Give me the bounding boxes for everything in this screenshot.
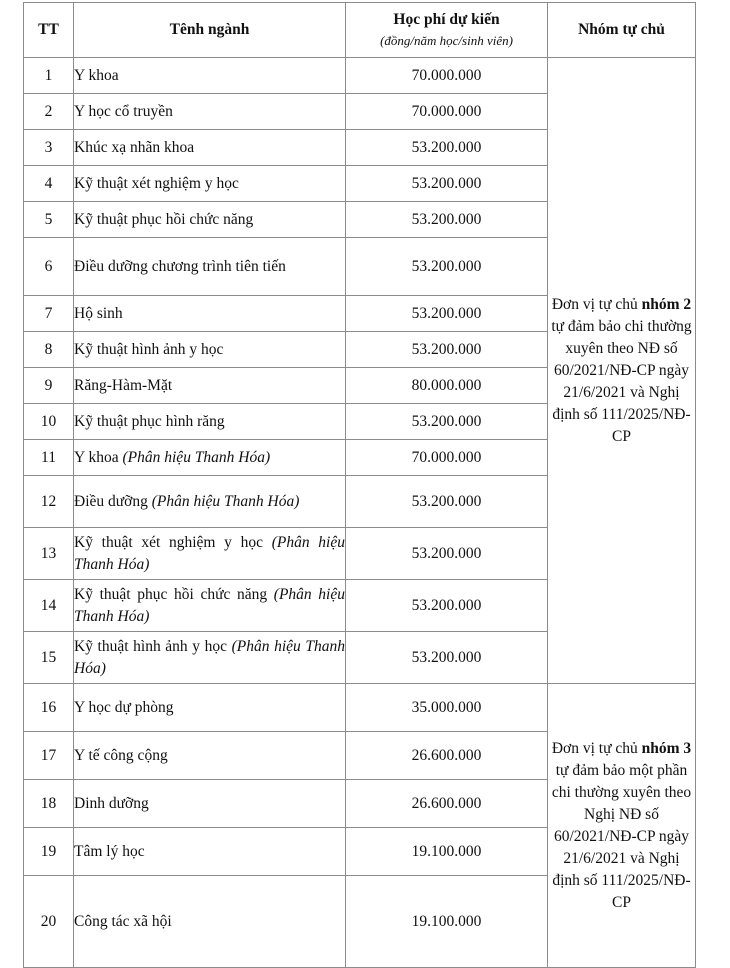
- cell-tt: 18: [24, 780, 74, 828]
- cell-major-name: [74, 876, 346, 968]
- cell-tt: 7: [24, 296, 74, 332]
- major-name-text: Y tế công cộng: [74, 746, 168, 764]
- column-header-fee-unit: (đồng/năm học/sinh viên): [380, 33, 513, 48]
- major-name-text: Hộ sinh: [74, 304, 123, 322]
- cell-tuition-fee: 26.600.000: [346, 732, 548, 780]
- cell-tuition-fee: 53.200.000: [346, 476, 548, 528]
- cell-major-name: [74, 58, 346, 94]
- cell-tuition-fee: 19.100.000: [346, 876, 548, 968]
- major-name-text: Kỹ thuật xét nghiệm y học: [74, 533, 272, 551]
- cell-autonomy-group-group-2: [548, 58, 696, 684]
- cell-tt: 10: [24, 404, 74, 440]
- cell-major-name: [74, 332, 346, 368]
- cell-major-name: [74, 632, 346, 684]
- cell-tt: 1: [24, 58, 74, 94]
- major-name-text: Y khoa: [74, 448, 123, 466]
- cell-major-name: [74, 166, 346, 202]
- column-header-fee: [346, 3, 548, 58]
- column-header-name-label: Tênh ngành: [169, 20, 250, 38]
- cell-major-name: [74, 476, 346, 528]
- cell-major-name: [74, 404, 346, 440]
- cell-tt: 4: [24, 166, 74, 202]
- table-header-row: [24, 3, 696, 58]
- cell-major-name: [74, 440, 346, 476]
- cell-tt: 5: [24, 202, 74, 238]
- cell-major-name: [74, 368, 346, 404]
- major-name-campus-note: (Phân hiệu Thanh Hóa): [74, 533, 345, 573]
- cell-tuition-fee: 53.200.000: [346, 580, 548, 632]
- cell-major-name: [74, 94, 346, 130]
- cell-tt: 17: [24, 732, 74, 780]
- cell-major-name: [74, 238, 346, 296]
- table-body: [24, 58, 696, 968]
- cell-major-name: [74, 528, 346, 580]
- column-header-tt: [24, 3, 74, 58]
- major-name-text: Kỹ thuật phục hồi chức năng: [74, 210, 254, 228]
- column-header-name: [74, 3, 346, 58]
- autonomy-group-text: [548, 294, 695, 448]
- autonomy-group-text: [548, 738, 695, 914]
- cell-tuition-fee: 19.100.000: [346, 828, 548, 876]
- cell-major-name: [74, 732, 346, 780]
- cell-major-name: [74, 296, 346, 332]
- autonomy-group-name: nhóm 3: [641, 739, 692, 757]
- cell-tt: 15: [24, 632, 74, 684]
- column-header-tt-label: TT: [38, 20, 59, 38]
- major-name-text: Dinh dưỡng: [74, 794, 149, 812]
- cell-tuition-fee: 53.200.000: [346, 632, 548, 684]
- autonomy-group-name: nhóm 2: [641, 295, 692, 313]
- major-name-text: Kỹ thuật phục hình răng: [74, 412, 225, 430]
- cell-tt: 19: [24, 828, 74, 876]
- cell-tuition-fee: 53.200.000: [346, 404, 548, 440]
- cell-tuition-fee: 80.000.000: [346, 368, 548, 404]
- cell-tuition-fee: 53.200.000: [346, 528, 548, 580]
- column-header-group-label: Nhóm tự chủ: [578, 20, 665, 38]
- cell-tt: 13: [24, 528, 74, 580]
- major-name-text: Kỹ thuật xét nghiệm y học: [74, 174, 239, 192]
- major-name-text: Kỹ thuật hình ảnh y học: [74, 340, 224, 358]
- cell-tt: 14: [24, 580, 74, 632]
- major-name-text: Công tác xã hội: [74, 912, 172, 930]
- cell-tuition-fee: 53.200.000: [346, 296, 548, 332]
- table-row: [24, 684, 696, 732]
- major-name-text: Kỹ thuật hình ảnh y học: [74, 637, 232, 655]
- major-name-text: Y học cổ truyền: [74, 102, 173, 120]
- cell-tuition-fee: 53.200.000: [346, 166, 548, 202]
- cell-tuition-fee: 53.200.000: [346, 130, 548, 166]
- cell-major-name: [74, 684, 346, 732]
- cell-tt: 2: [24, 94, 74, 130]
- cell-tt: 9: [24, 368, 74, 404]
- major-name-text: Điều dưỡng: [74, 492, 152, 510]
- cell-tuition-fee: 70.000.000: [346, 58, 548, 94]
- cell-tt: 12: [24, 476, 74, 528]
- major-name-campus-note: (Phân hiệu Thanh Hóa): [74, 585, 345, 625]
- table-header: [24, 3, 696, 58]
- tuition-fee-table: [23, 2, 696, 968]
- cell-major-name: [74, 828, 346, 876]
- autonomy-prefix: Đơn vị tự chủ: [551, 739, 642, 757]
- cell-major-name: [74, 580, 346, 632]
- table-row: [24, 58, 696, 94]
- cell-tuition-fee: 35.000.000: [346, 684, 548, 732]
- major-name-text: Điều dưỡng chương trình tiên tiến: [74, 257, 286, 275]
- cell-tt: 11: [24, 440, 74, 476]
- cell-tuition-fee: 53.200.000: [346, 238, 548, 296]
- cell-tuition-fee: 70.000.000: [346, 94, 548, 130]
- cell-tt: 3: [24, 130, 74, 166]
- autonomy-suffix: tự đảm bảo chi thường xuyên theo NĐ số 60/2021/NĐ-CP ngày 21/6/2021 và Nghị định số 111/2025/NĐ-CP: [551, 317, 692, 445]
- cell-major-name: [74, 202, 346, 238]
- cell-tt: 16: [24, 684, 74, 732]
- major-name-text: Kỹ thuật phục hồi chức năng: [74, 585, 274, 603]
- major-name-text: Y học dự phòng: [74, 698, 174, 716]
- cell-tuition-fee: 53.200.000: [346, 202, 548, 238]
- cell-major-name: [74, 780, 346, 828]
- tuition-table-container: [23, 2, 695, 968]
- column-header-fee-label: Học phí dự kiến: [393, 11, 500, 28]
- major-name-campus-note: (Phân hiệu Thanh Hóa): [74, 637, 345, 677]
- autonomy-prefix: Đơn vị tự chủ: [551, 295, 642, 313]
- autonomy-suffix: tự đảm bảo một phần chi thường xuyên theo Nghị NĐ số 60/2021/NĐ-CP ngày 21/6/2021 và Nghị định số 111/2025/NĐ-CP: [551, 761, 692, 911]
- major-name-campus-note: (Phân hiệu Thanh Hóa): [151, 492, 300, 510]
- major-name-text: Tâm lý học: [74, 842, 145, 860]
- column-header-group: [548, 3, 696, 58]
- cell-tt: 6: [24, 238, 74, 296]
- major-name-text: Khúc xạ nhãn khoa: [74, 138, 195, 156]
- major-name-text: Răng-Hàm-Mặt: [74, 376, 173, 394]
- cell-tuition-fee: 53.200.000: [346, 332, 548, 368]
- major-name-campus-note: (Phân hiệu Thanh Hóa): [122, 448, 271, 466]
- cell-tt: 20: [24, 876, 74, 968]
- cell-tuition-fee: 26.600.000: [346, 780, 548, 828]
- cell-major-name: [74, 130, 346, 166]
- major-name-text: Y khoa: [74, 66, 119, 84]
- cell-autonomy-group-group-3: [548, 684, 696, 968]
- cell-tuition-fee: 70.000.000: [346, 440, 548, 476]
- cell-tt: 8: [24, 332, 74, 368]
